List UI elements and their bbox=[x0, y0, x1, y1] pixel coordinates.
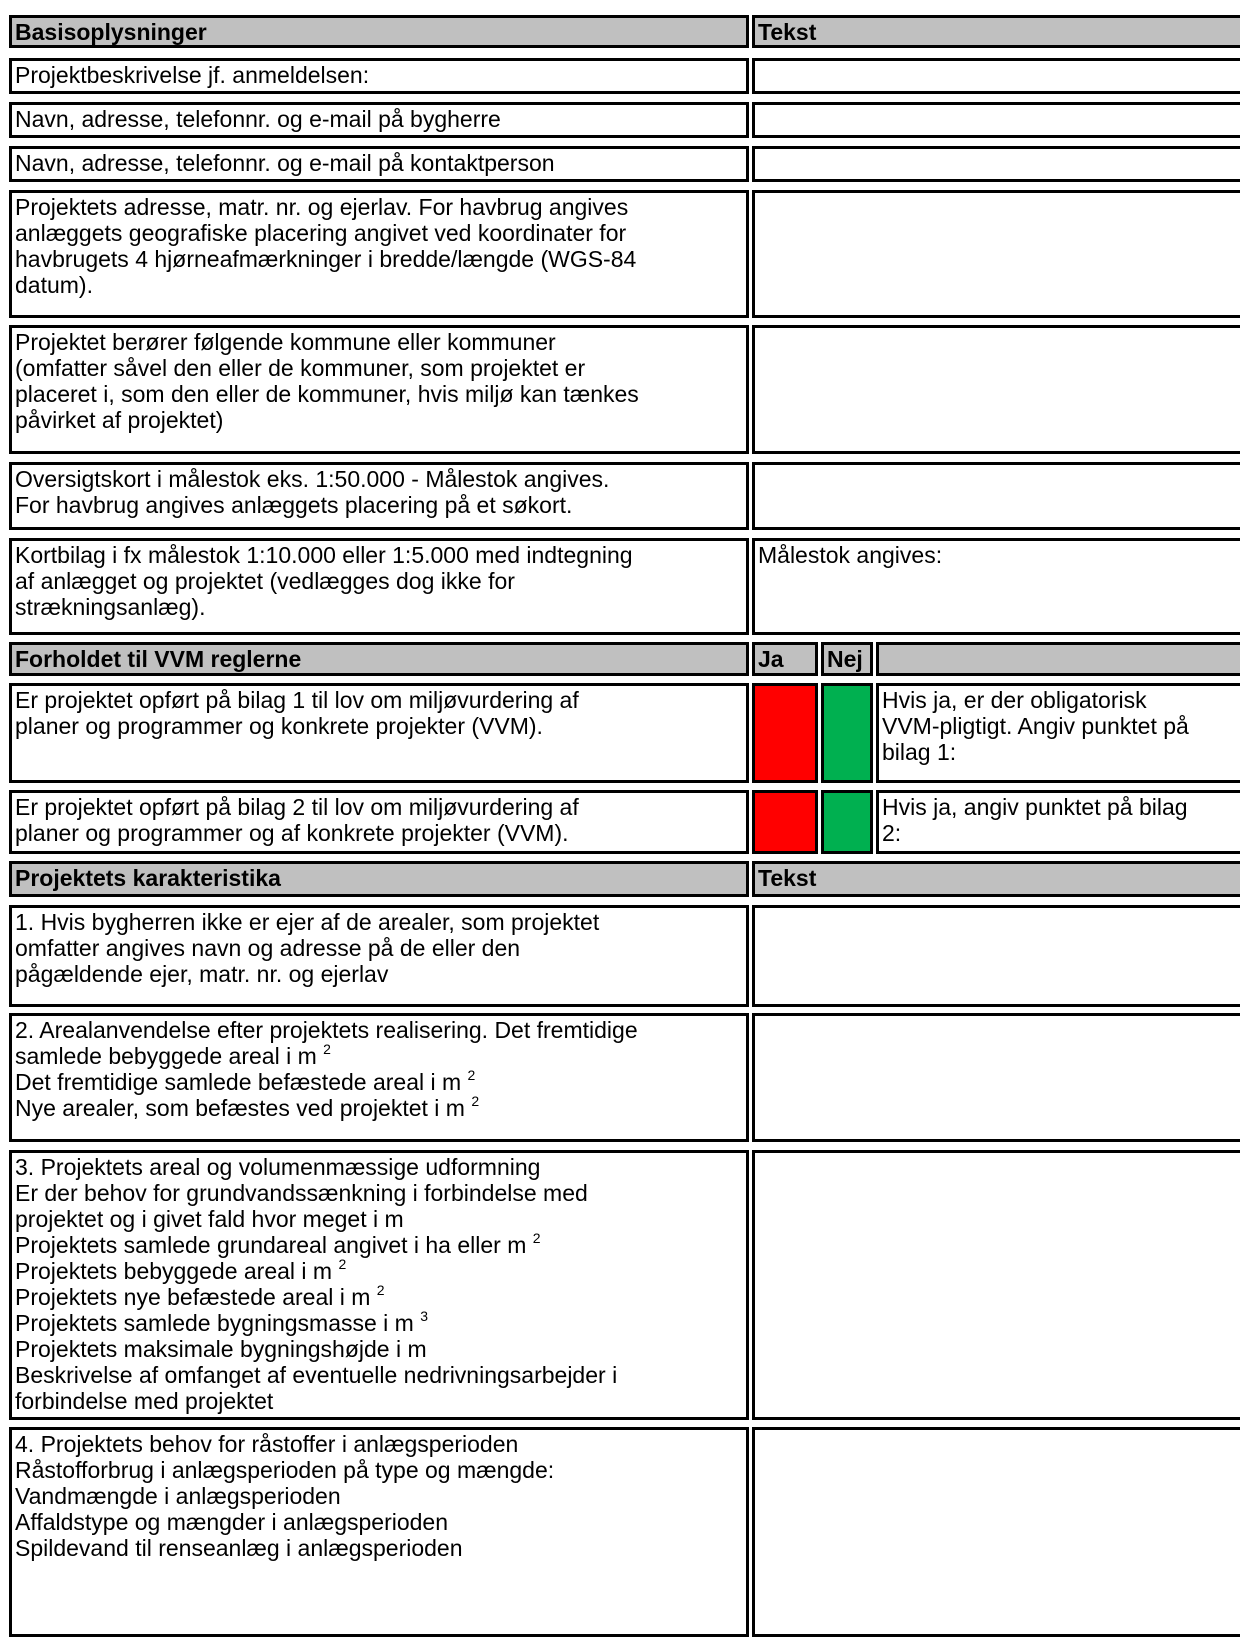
input-kommuner[interactable] bbox=[752, 325, 1240, 454]
text-line-content: Råstofforbrug i anlægsperioden på type og mængde: bbox=[15, 1457, 555, 1483]
text-line-content: Er projektet opført på bilag 1 til lov om miljøvurdering af bbox=[15, 687, 579, 713]
text-line-content: placeret i, som den eller de kommuner, hvis miljø kan tænkes bbox=[15, 381, 639, 407]
text-line bbox=[15, 568, 743, 594]
text-line-content: Vandmængde i anlægsperioden bbox=[15, 1483, 341, 1509]
text-line-content: planer og programmer og konkrete projekter (VVM). bbox=[15, 713, 543, 739]
input-kortbilag-malestok[interactable]: Målestok angives: bbox=[752, 538, 1240, 635]
input-karakteristika-3[interactable] bbox=[752, 1150, 1240, 1420]
text-line-content: 2. Arealanvendelse efter projektets realisering. Det fremtidige bbox=[15, 1017, 638, 1043]
text-line bbox=[882, 687, 1240, 713]
text-line bbox=[15, 1206, 743, 1232]
text-line bbox=[15, 1535, 743, 1561]
text-line-content: 2: bbox=[882, 820, 902, 846]
text-line-content: Er projektet opført på bilag 2 til lov om miljøvurdering af bbox=[15, 794, 579, 820]
input-bygherre[interactable] bbox=[752, 102, 1240, 138]
text-line-content: 1. Hvis bygherren ikke er ejer af de arealer, som projektet bbox=[15, 909, 600, 935]
text-line bbox=[15, 1509, 743, 1535]
text-line bbox=[15, 329, 743, 355]
label-kommuner bbox=[9, 325, 749, 454]
text-line bbox=[15, 820, 743, 846]
text-line bbox=[15, 1457, 743, 1483]
ja-checkbox-bilag-1[interactable] bbox=[752, 683, 818, 783]
text-line-content: Hvis ja, angiv punktet på bilag bbox=[882, 794, 1188, 820]
text-line bbox=[882, 794, 1240, 820]
text-line-content: Projektets samlede grundareal angivet i ha eller m bbox=[15, 1232, 527, 1258]
note-bilag-2[interactable] bbox=[876, 790, 1240, 854]
text-line-content: af anlægget og projektet (vedlægges dog ikke for bbox=[15, 568, 515, 594]
text-line-content: Affaldstype og mængder i anlægsperioden bbox=[15, 1509, 449, 1535]
text-line bbox=[15, 1284, 743, 1310]
text-line-content: planer og programmer og af konkrete projekter (VVM). bbox=[15, 820, 569, 846]
label-karakteristika-1 bbox=[9, 905, 749, 1007]
text-line-content: Projektbeskrivelse jf. anmeldelsen: bbox=[15, 62, 370, 88]
text-line-content: Nye arealer, som befæstes ved projektet i m bbox=[15, 1095, 465, 1121]
column-header-tekst: Tekst bbox=[752, 15, 1240, 48]
text-line-content: Hvis ja, er der obligatorisk bbox=[882, 687, 1147, 713]
text-line-content: (omfatter såvel den eller de kommuner, som projektet er bbox=[15, 355, 586, 381]
text-line bbox=[15, 1017, 743, 1043]
text-line bbox=[15, 466, 743, 492]
text-line-content: Projektet berører følgende kommune eller kommuner bbox=[15, 329, 556, 355]
nej-checkbox-bilag-1[interactable] bbox=[821, 683, 873, 783]
text-line-content: For havbrug angives anlæggets placering på et søkort. bbox=[15, 492, 573, 518]
text-line-content: Projektets adresse, matr. nr. og ejerlav. For havbrug angives bbox=[15, 194, 629, 220]
text-line-content: Projektets samlede bygningsmasse i m bbox=[15, 1310, 414, 1336]
text-line bbox=[15, 542, 743, 568]
text-line-content: Beskrivelse af omfanget af eventuelle nedrivningsarbejder i bbox=[15, 1362, 618, 1388]
text-line bbox=[15, 62, 743, 88]
text-line bbox=[15, 246, 743, 272]
text-line-content: bilag 1: bbox=[882, 739, 957, 765]
text-line bbox=[15, 1069, 743, 1095]
text-line bbox=[15, 713, 743, 739]
text-line bbox=[15, 1362, 743, 1388]
text-line-content: datum). bbox=[15, 272, 93, 298]
input-oversigtskort[interactable] bbox=[752, 462, 1240, 530]
text-line bbox=[15, 355, 743, 381]
column-header-tekst-2: Tekst bbox=[752, 861, 1240, 897]
label-projektets-adresse bbox=[9, 190, 749, 318]
text-line-content: Er der behov for grundvandssænkning i forbindelse med bbox=[15, 1180, 588, 1206]
text-line-content: anlæggets geografiske placering angivet ved koordinater for bbox=[15, 220, 627, 246]
label-bilag-1 bbox=[9, 683, 749, 783]
text-line bbox=[15, 794, 743, 820]
text-line bbox=[15, 909, 743, 935]
text-line bbox=[15, 1388, 743, 1414]
text-line-content: Projektets bebyggede areal i m bbox=[15, 1258, 333, 1284]
label-projektbeskrivelse bbox=[9, 58, 749, 94]
superscript: 2 bbox=[338, 1256, 347, 1272]
text-line bbox=[15, 1154, 743, 1180]
superscript: 2 bbox=[467, 1067, 476, 1083]
text-line-content: strækningsanlæg). bbox=[15, 594, 206, 620]
superscript: 2 bbox=[376, 1282, 385, 1298]
column-header-ja: Ja bbox=[752, 642, 818, 676]
input-karakteristika-1[interactable] bbox=[752, 905, 1240, 1007]
superscript: 2 bbox=[323, 1041, 331, 1057]
text-line-content: samlede bebyggede areal i m bbox=[15, 1043, 317, 1069]
column-header-note bbox=[876, 642, 1240, 676]
label-bilag-2 bbox=[9, 790, 749, 854]
section-header-vvm: Forholdet til VVM reglerne bbox=[9, 642, 749, 676]
column-header-nej: Nej bbox=[821, 642, 873, 676]
text-line bbox=[15, 407, 743, 433]
text-line bbox=[882, 739, 1240, 765]
input-projektbeskrivelse[interactable] bbox=[752, 58, 1240, 94]
text-line bbox=[15, 150, 743, 176]
text-line-content: Navn, adresse, telefonnr. og e-mail på kontaktperson bbox=[15, 150, 555, 176]
text-line-content: projektet og i givet fald hvor meget i m bbox=[15, 1206, 404, 1232]
label-bygherre bbox=[9, 102, 749, 138]
input-kontaktperson[interactable] bbox=[752, 146, 1240, 182]
text-line bbox=[15, 1336, 743, 1362]
text-line bbox=[15, 687, 743, 713]
text-line bbox=[15, 1310, 743, 1336]
label-karakteristika-2 bbox=[9, 1013, 749, 1142]
text-line bbox=[15, 594, 743, 620]
text-line bbox=[15, 381, 743, 407]
text-line bbox=[15, 1483, 743, 1509]
input-karakteristika-4[interactable] bbox=[752, 1427, 1240, 1637]
text-line-content: omfatter angives navn og adresse på de eller den bbox=[15, 935, 521, 961]
text-line-content: forbindelse med projektet bbox=[15, 1388, 274, 1414]
superscript: 2 bbox=[471, 1093, 480, 1109]
text-line bbox=[15, 1095, 743, 1121]
text-line-content: Det fremtidige samlede befæstede areal i m bbox=[15, 1069, 462, 1095]
text-line-content: Projektets nye befæstede areal i m bbox=[15, 1284, 371, 1310]
text-line bbox=[15, 961, 743, 987]
text-line-content: pågældende ejer, matr. nr. og ejerlav bbox=[15, 961, 389, 987]
input-projektets-adresse[interactable] bbox=[752, 190, 1240, 318]
ja-checkbox-bilag-2[interactable] bbox=[752, 790, 818, 854]
text-line bbox=[15, 1232, 743, 1258]
superscript: 3 bbox=[420, 1308, 429, 1324]
note-bilag-1[interactable] bbox=[876, 683, 1240, 783]
label-karakteristika-3 bbox=[9, 1150, 749, 1420]
text-line bbox=[15, 194, 743, 220]
text-line-content: havbrugets 4 hjørneafmærkninger i bredde/længde (WGS-84 bbox=[15, 246, 637, 272]
section-header-karakteristika: Projektets karakteristika bbox=[9, 861, 749, 897]
text-line-content: Spildevand til renseanlæg i anlægsperioden bbox=[15, 1535, 463, 1561]
text-line-content: Oversigtskort i målestok eks. 1:50.000 - Målestok angives. bbox=[15, 466, 610, 492]
text-line-content: påvirket af projektet) bbox=[15, 407, 224, 433]
label-karakteristika-4 bbox=[9, 1427, 749, 1637]
text-line bbox=[15, 1431, 743, 1457]
label-oversigtskort bbox=[9, 462, 749, 530]
text-line bbox=[15, 220, 743, 246]
text-line-content: VVM-pligtigt. Angiv punktet på bbox=[882, 713, 1189, 739]
text-line bbox=[15, 1258, 743, 1284]
label-kontaktperson bbox=[9, 146, 749, 182]
label-kortbilag bbox=[9, 538, 749, 635]
text-line-content: Kortbilag i fx målestok 1:10.000 eller 1:5.000 med indtegning bbox=[15, 542, 633, 568]
text-line bbox=[15, 935, 743, 961]
text-line bbox=[15, 1180, 743, 1206]
text-line bbox=[15, 1043, 743, 1069]
text-line bbox=[882, 713, 1240, 739]
input-karakteristika-2[interactable] bbox=[752, 1013, 1240, 1142]
superscript: 2 bbox=[532, 1230, 541, 1246]
nej-checkbox-bilag-2[interactable] bbox=[821, 790, 873, 854]
text-line-content: Projektets maksimale bygningshøjde i m bbox=[15, 1336, 427, 1362]
text-line bbox=[15, 272, 743, 298]
text-line-content: Navn, adresse, telefonnr. og e-mail på bygherre bbox=[15, 106, 501, 132]
section-header-basisoplysninger: Basisoplysninger bbox=[9, 15, 749, 48]
text-line-content: 3. Projektets areal og volumenmæssige udformning bbox=[15, 1154, 541, 1180]
text-line bbox=[15, 106, 743, 132]
text-line bbox=[15, 492, 743, 518]
text-line bbox=[882, 820, 1240, 846]
text-line-content: 4. Projektets behov for råstoffer i anlægsperioden bbox=[15, 1431, 519, 1457]
